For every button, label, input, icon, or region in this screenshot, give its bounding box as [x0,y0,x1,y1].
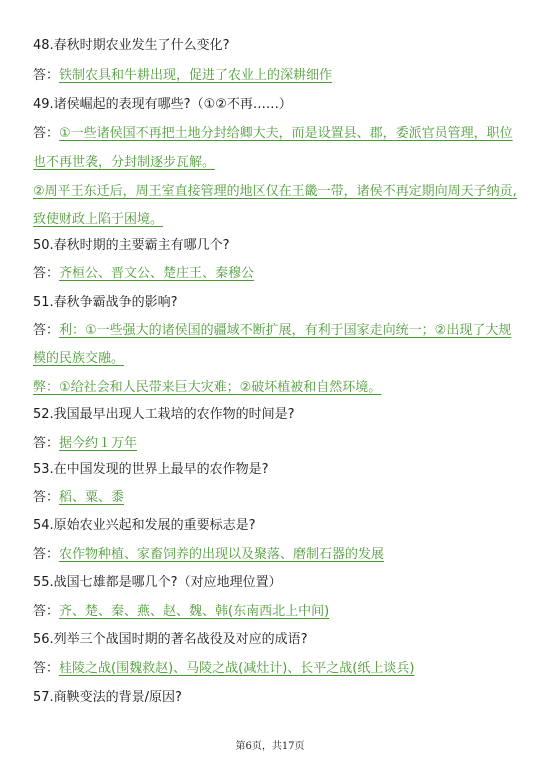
answer-text: 也不再世袭，分封制逐步瓦解。 [33,155,216,170]
answer-53 [33,490,513,506]
answer-text: 利：①一些强大的诸侯国的疆域不断扩展，有利于国家走向统一；②出现了大规 [59,323,512,338]
answer-text: ①一些诸侯国不再把土地分封给卿大夫，而是设置县、郡，委派官员管理，职位 [59,126,513,141]
answer-prefix: 答： [33,547,60,562]
answer-54 [33,547,513,563]
answer-prefix: 答： [33,68,60,83]
answer-text: 齐、楚、秦、燕、赵、魏、韩(东南西北上中间) [59,604,330,619]
question-50: 50.春秋时期的主要霸主有哪几个? [33,238,230,253]
answer-51-continued [33,351,513,367]
question-54: 54.原始农业兴起和发展的重要标志是? [33,518,256,533]
answer-text: 农作物种植、家畜饲养的出现以及聚落、磨制石器的发展 [59,547,385,562]
answer-prefix: 答： [33,661,60,676]
answer-49-part2 [33,184,517,200]
page-footer: 第6页，共17页 [235,741,305,752]
answer-text: 弊：①给社会和人民带来巨大灾难；②破坏植被和自然环境。 [33,380,382,395]
question-51: 51.春秋争霸战争的影响? [33,295,178,310]
answer-text: 桂陵之战(围魏救赵)、马陵之战(减灶计)、长平之战(纸上谈兵) [59,661,415,676]
answer-text: 齐桓公、晋文公、楚庄王、秦穆公 [59,266,255,281]
answer-56 [33,661,513,677]
answer-prefix: 答： [33,323,60,338]
question-48: 48.春秋时期农业发生了什么变化? [33,38,230,53]
question-53: 53.在中国发现的世界上最早的农作物是? [33,462,269,477]
answer-prefix: 答： [33,266,60,281]
question-57: 57.商鞅变法的背景/原因? [33,690,182,705]
question-52: 52.我国最早出现人工栽培的农作物的时间是? [33,407,295,422]
answer-55 [33,604,513,620]
answer-51 [33,323,513,339]
answer-48 [33,68,513,84]
answer-text: 模的民族交融。 [33,351,125,366]
answer-50 [33,266,513,282]
answer-text: 致使财政上陷于困境。 [33,212,164,227]
question-56: 56.列举三个战国时期的著名战役及对应的成语? [33,632,308,647]
question-55: 55.战国七雄都是哪几个?（对应地理位置） [33,575,282,590]
answer-49-part2-continued [33,212,513,228]
answer-text: ②周平王东迁后，周王室直接管理的地区仅在王畿一带，诸侯不再定期向周天子纳贡, [33,184,517,199]
answer-49-continued [33,155,513,171]
answer-49 [33,126,513,142]
answer-prefix: 答： [33,490,60,505]
answer-prefix: 答： [33,604,60,619]
answer-prefix: 答： [33,436,60,451]
answer-52 [33,436,513,452]
answer-text: 稻、粟、黍 [59,490,125,505]
question-49: 49.诸侯崛起的表现有哪些?（①②不再……） [33,97,292,112]
answer-text: 铁制农具和牛耕出现，促进了农业上的深耕细作 [59,68,333,83]
answer-prefix: 答： [33,126,60,141]
answer-51-part2 [33,380,513,396]
answer-text: 据今约１万年 [59,436,138,451]
